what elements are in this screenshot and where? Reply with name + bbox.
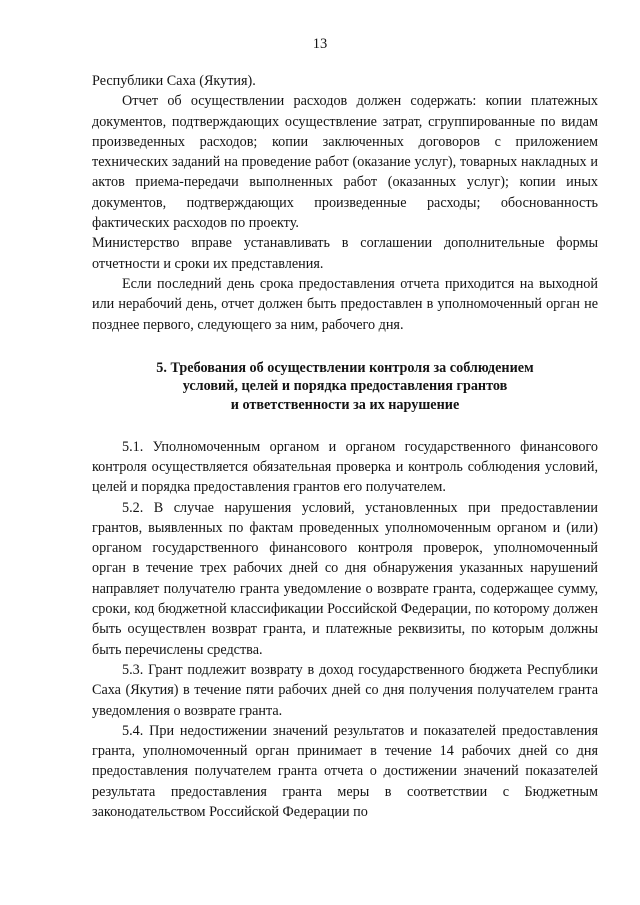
paragraph-report-contents: Отчет об осуществлении расходов должен содержать: копии платежных документов, подтверждающих осуществление затрат, сгруппированные по видам произведенных расходов; копии заключенных договоров с приложением технических заданий на проведение работ (оказание услуг), товарных накладных и актов приема-передачи выполненных работ (оказанных услуг); копии иных документов, подтверждающих произведенные расходы; обоснованность фактических расходов по проекту. [92, 93, 598, 232]
paragraph-5-2: 5.2. В случае нарушения условий, установленных при предоставлении грантов, выявленных по фактам проведенных уполномоченным органом и (или) органом государственного финансового контроля проверок, уполномоченный орган в течение трех рабочих дней со дня обнаружения указанных нарушений направляет получателю гранта уведомление о возврате гранта, содержащее сумму, сроки, код бюджетной классификации Российской Федерации, по которому должен быть осуществлен возврат гранта, и платежные реквизиты, по которым должны быть перечислены средства. [92, 499, 598, 658]
paragraph-5-3: 5.3. Грант подлежит возврату в доход государственного бюджета Республики Саха (Якутия) в течение пяти рабочих дней со дня получения получателем гранта уведомления о возврате гранта. [92, 661, 598, 719]
section-heading [92, 359, 598, 415]
section-heading-line-2: условий, целей и порядка предоставления грантов [182, 378, 508, 395]
paragraph-ministry-rights: Министерство вправе устанавливать в соглашении дополнительные формы отчетности и сроки их представления. [92, 235, 598, 272]
paragraph-report-deadline: Если последний день срока предоставления отчета приходится на выходной или нерабочий день, отчет должен быть предоставлен в уполномоченный орган не позднее первого, следующего за ним, рабочего дня. [92, 275, 598, 333]
page-number: 13 [312, 36, 328, 52]
paragraph-5-1: 5.1. Уполномоченным органом и органом государственного финансового контроля осуществляется обязательная проверка и контроль соблюдения условий, целей и порядка предоставления грантов его получателем. [92, 438, 598, 496]
section-heading-line-1: 5. Требования об осуществлении контроля за соблюдением [156, 359, 534, 376]
section-heading-line-3: и ответственности за их нарушение [230, 397, 460, 414]
paragraph-5-4: 5.4. При недостижении значений результатов и показателей предоставления гранта, уполномоченный орган принимает в течение 14 рабочих дней со дня предоставления получателем гранта отчета о достижении значений показателей результата предоставления гранта меры в соответствии с Бюджетным законодательством Российской Федерации по [92, 722, 598, 820]
document-body [92, 71, 598, 822]
paragraph-continuation: Республики Саха (Якутия). [92, 73, 256, 89]
